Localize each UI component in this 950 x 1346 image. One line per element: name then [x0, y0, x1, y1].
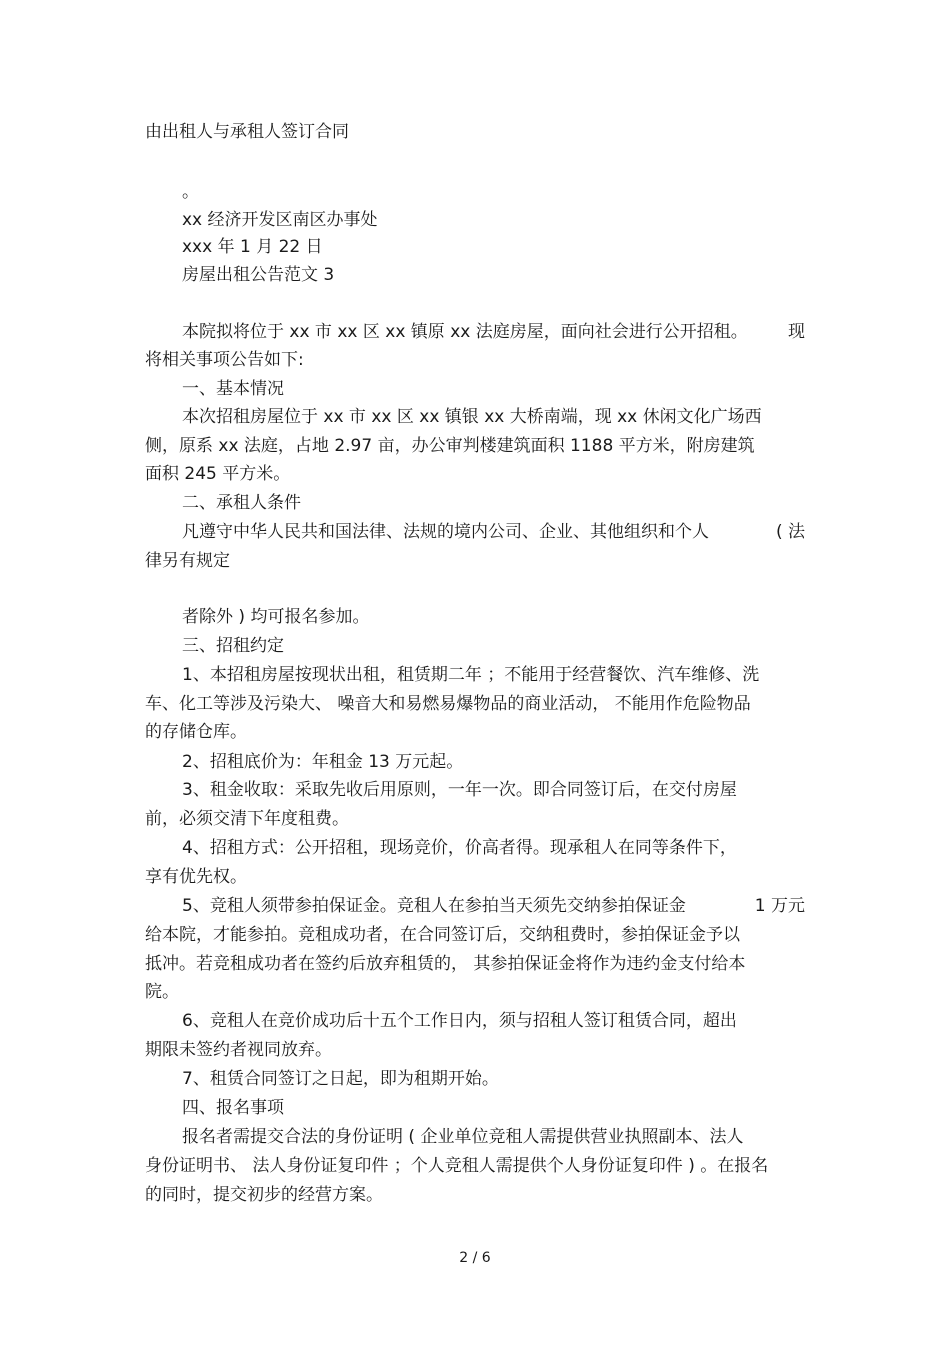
text-segment: 凡遵守中华人民共和国法律、法规的境内公司、企业、其他组织和个人: [182, 522, 709, 542]
text-line: 4、招租方式：公开招租，现场竞价，价高者得。现承租人在同等条件下，: [182, 838, 737, 858]
text-line: 将相关事项公告如下:: [145, 350, 304, 370]
text-line: [182, 894, 805, 918]
text-line: 由出租人与承租人签订合同: [145, 122, 349, 142]
text-line: 律另有规定: [145, 551, 230, 571]
text-line: 期限未签约者视同放弃。: [145, 1040, 332, 1060]
text-line: 7、租赁合同签订之日起，即为租期开始。: [182, 1069, 499, 1089]
text-line: 者除外 ) 均可报名参加。: [182, 607, 370, 627]
text-segment: 1 万元: [754, 896, 805, 916]
text-line: 3、租金收取：采取先收后用原则，一年一次。即合同签订后，在交付房屋: [182, 780, 737, 800]
text-segment: ( 法: [775, 522, 805, 542]
text-line: 的同时，提交初步的经营方案。: [145, 1185, 383, 1205]
text-line: 的存储仓库。: [145, 722, 247, 742]
text-segment: 5、竞租人须带参拍保证金。竞租人在参拍当天须先交纳参拍保证金: [182, 896, 686, 916]
text-line: 本次招租房屋位于 xx 市 xx 区 xx 镇银 xx 大桥南端，现 xx 休闲文化广场西: [182, 407, 762, 427]
issuer-line: xx 经济开发区南区办事处: [182, 210, 378, 230]
text-line: 车、化工等涉及污染大、 噪音大和易燃易爆物品的商业活动， 不能用作危险物品: [145, 694, 751, 714]
text-line: 抵冲。若竞租成功者在签约后放弃租赁的， 其参拍保证金将作为违约金支付给本: [145, 954, 746, 974]
heading-registration: 四、报名事项: [182, 1098, 284, 1118]
heading-tenant-conditions: 二、承租人条件: [182, 493, 301, 513]
text-line: 面积 245 平方米。: [145, 464, 291, 484]
text-line: 前，必须交清下年度租费。: [145, 809, 349, 829]
text-line: 给本院，才能参拍。竞租成功者，在合同签订后，交纳租费时，参拍保证金予以: [145, 925, 740, 945]
text-segment: 现: [788, 322, 805, 342]
text-line: 。: [182, 182, 199, 202]
text-line: 报名者需提交合法的身份证明 ( 企业单位竞租人需提供营业执照副本、法人: [182, 1127, 744, 1147]
text-line: 院。: [145, 982, 179, 1002]
text-line: 享有优先权。: [145, 867, 247, 887]
page-number: 2 / 6: [459, 1250, 491, 1266]
text-segment: 本院拟将位于 xx 市 xx 区 xx 镇原 xx 法庭房屋，面向社会进行公开招租。: [182, 322, 748, 342]
text-line: [182, 520, 805, 544]
section-title: 房屋出租公告范文 3: [182, 265, 335, 285]
date-line: xxx 年 1 月 22 日: [182, 237, 323, 257]
text-line: 1、本招租房屋按现状出租，租赁期二年 ；不能用于经营餐饮、汽车维修、洗: [182, 665, 760, 685]
text-line: [182, 320, 805, 344]
heading-lease-terms: 三、招租约定: [182, 636, 284, 656]
text-line: 身份证明书、 法人身份证复印件 ；个人竞租人需提供个人身份证复印件 ) 。在报名: [145, 1156, 769, 1176]
text-line: 侧，原系 xx 法庭，占地 2.97 亩，办公审判楼建筑面积 1188 平方米，附房建筑: [145, 436, 755, 456]
heading-basic-info: 一、基本情况: [182, 379, 284, 399]
text-line: 6、竞租人在竞价成功后十五个工作日内，须与招租人签订租赁合同，超出: [182, 1011, 737, 1031]
text-line: 2、招租底价为：年租金 13 万元起。: [182, 752, 464, 772]
